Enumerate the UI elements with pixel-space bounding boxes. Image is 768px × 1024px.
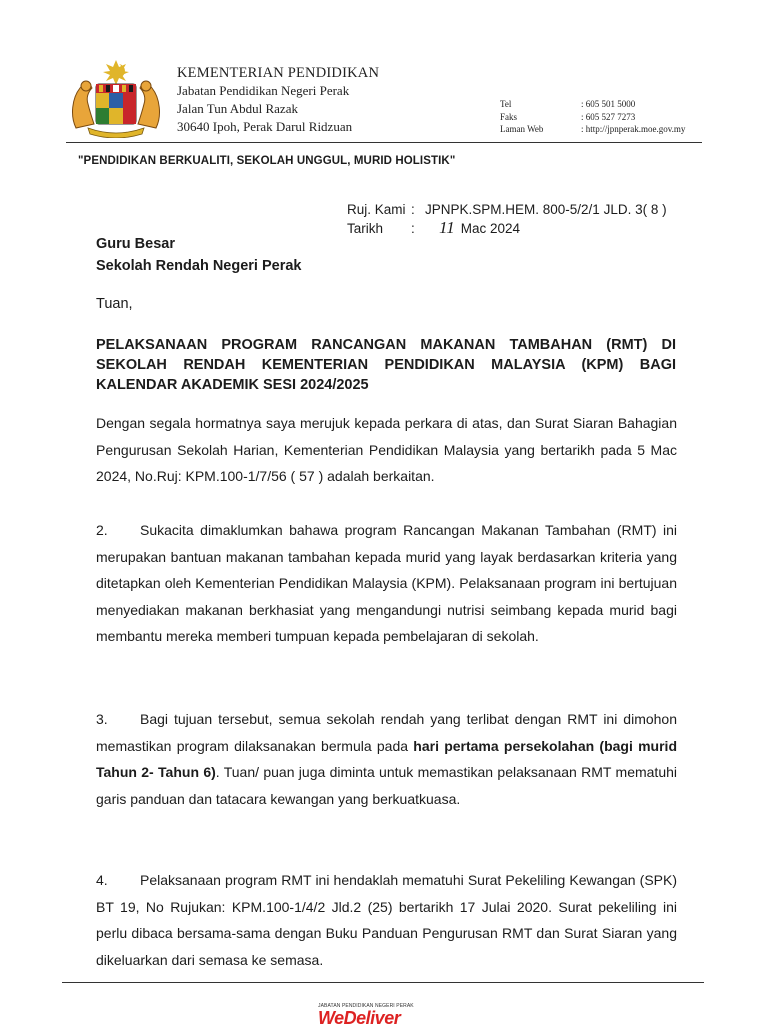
ruj-value: JPNPK.SPM.HEM. 800-5/2/1 JLD. 3( 8 ) xyxy=(425,202,667,217)
ministry-name: KEMENTERIAN PENDIDIKAN xyxy=(177,65,380,81)
contact-label: Faks xyxy=(500,111,518,122)
letter-subject: PELAKSANAAN PROGRAM RANCANGAN MAKANAN TAMBAHAN (RMT) DI SEKOLAH RENDAH KEMENTERIAN PENDIDIKAN MALAYSIA (KPM) BAGI KALENDAR AKADEMIK SESI 2024/2025 xyxy=(96,337,676,393)
paragraph-4 xyxy=(96,867,677,973)
paragraph-number: 3. xyxy=(96,711,108,727)
footer-divider xyxy=(62,982,704,983)
malaysia-coat-of-arms-logo xyxy=(66,58,166,138)
date-month-year: Mac 2024 xyxy=(460,221,521,236)
contact-value: : 605 527 7273 xyxy=(581,111,636,122)
paragraph-number: 4. xyxy=(96,872,108,888)
separator: : xyxy=(411,202,415,217)
contact-label: Laman Web xyxy=(500,124,544,134)
paragraph-text: Bagi tujuan tersebut, semua sekolah rendah yang terlibat dengan RMT ini dimohon memastikan program dilaksanakan bermula pada xyxy=(96,711,677,754)
paragraph-number: 2. xyxy=(96,522,108,538)
footer-logo xyxy=(318,1003,448,1024)
date-label: Tarikh xyxy=(347,221,384,236)
date-day-handwritten: 11 xyxy=(439,218,455,237)
header-divider xyxy=(66,142,702,143)
department-name: Jabatan Pendidikan Negeri Perak xyxy=(177,83,350,98)
contact-value[interactable]: : http://jpnperak.moe.gov.my xyxy=(581,124,686,134)
motto: "PENDIDIKAN BERKUALITI, SEKOLAH UNGGUL, MURID HOLISTIK" xyxy=(78,155,456,167)
reference-block xyxy=(347,200,667,238)
contact-website xyxy=(500,123,685,136)
recipient-title: Guru Besar xyxy=(96,236,175,252)
contact-block xyxy=(500,98,685,136)
footer-department-text: JABATAN PENDIDIKAN NEGERI PERAK xyxy=(318,1003,414,1009)
paragraph-text: . Tuan/ puan juga diminta untuk memastikan pelaksanaan RMT mematuhi garis panduan dan tatacara kewangan yang berkuatkuasa. xyxy=(96,764,677,807)
recipient-school: Sekolah Rendah Negeri Perak xyxy=(96,258,302,274)
contact-label: Tel xyxy=(500,99,512,109)
ruj-label: Ruj. Kami xyxy=(347,202,406,217)
contact-tel xyxy=(500,98,685,111)
address-street: Jalan Tun Abdul Razak xyxy=(177,101,298,116)
contact-fax xyxy=(500,111,685,124)
address-city: 30640 Ipoh, Perak Darul Ridzuan xyxy=(177,119,353,134)
footer-brand-logo: WeDeliver xyxy=(318,1008,401,1024)
paragraph-text: Sukacita dimaklumkan bahawa program Rancangan Makanan Tambahan (RMT) ini merupakan bantuan makanan tambahan kepada murid yang layak berdasarkan kriteria yang ditetapkan oleh Kementerian Pendidikan Malaysia (KPM). Pelaksanaan program ini bertujuan menyediakan makanan berkhasiat yang mengandungi nutrisi seimbang kepada murid bagi membantu mereka memberi tumpuan kepada pembelajaran di sekolah. xyxy=(96,522,677,644)
separator: : xyxy=(411,221,415,236)
paragraph-emphasis: hari pertama persekolahan (bagi murid Tahun 2- Tahun 6) xyxy=(96,737,678,780)
salutation: Tuan, xyxy=(96,296,133,312)
paragraph-1: Dengan segala hormatnya saya merujuk kepada perkara di atas, dan Surat Siaran Bahagian Pengurusan Sekolah Harian, Kementerian Pendidikan Malaysia yang bertarikh pada 5 Mac 2024, No.Ruj: KPM.100-1/7/56 ( 57 ) adalah berkaitan. xyxy=(96,415,677,484)
recipient-block xyxy=(96,233,302,277)
paragraph-3 xyxy=(96,706,677,812)
contact-value: : 605 501 5000 xyxy=(581,99,636,109)
paragraph-text: Pelaksanaan program RMT ini hendaklah mematuhi Surat Pekeliling Kewangan (SPK) BT 19, No Rujukan: KPM.100-1/4/2 Jld.2 (25) bertarikh 17 Julai 2020. Surat pekeliling ini perlu dibaca bersama-sama dengan Buku Panduan Pengurusan RMT dan Surat Siaran yang dikeluarkan dari semasa ke semasa. xyxy=(96,872,677,968)
paragraph-2 xyxy=(96,517,677,650)
